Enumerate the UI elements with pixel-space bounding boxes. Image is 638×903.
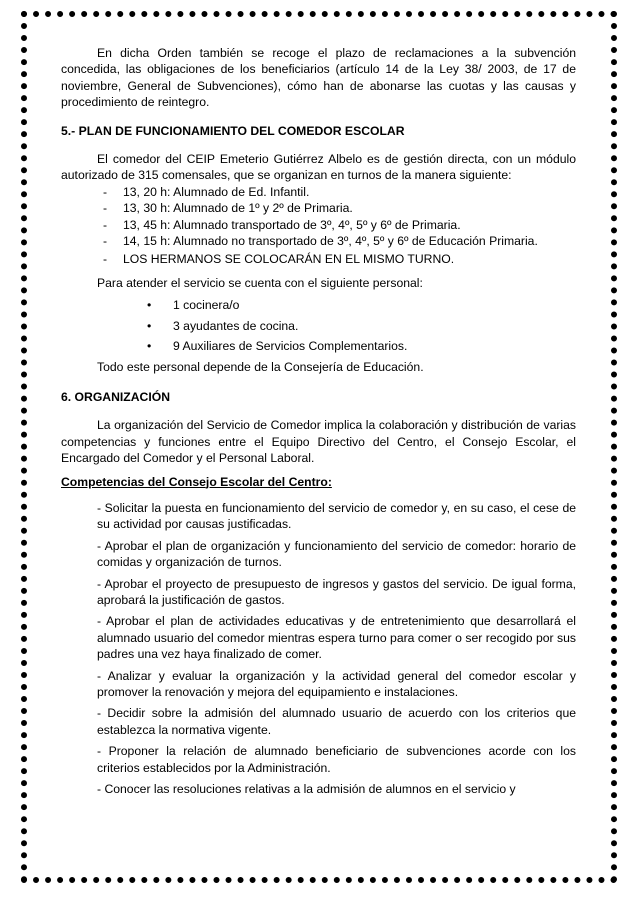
competencias-list (61, 500, 576, 798)
staff-note: Todo este personal depende de la Consejería de Educación. (97, 359, 424, 374)
competencias-heading: Competencias del Consejo Escolar del Centro: (61, 474, 332, 489)
turn-item: - 14, 15 h: Alumnado no transportado de 3º, 4º, 5º y 6º de Educación Primaria. (103, 233, 576, 249)
staff-list (61, 297, 576, 354)
competencia-item: - Conocer las resoluciones relativas a la admisión de alumnos en el servicio y (97, 782, 516, 797)
staff-item: • 3 ayudantes de cocina. (147, 318, 576, 334)
section-5-paragraph: El comedor del CEIP Emeterio Gutiérrez Albelo es de gestión directa, con un módulo autorizado de 315 comensales, que se organizan en turnos de la manera siguiente: (61, 152, 576, 183)
section-6-heading: 6. ORGANIZACIÓN (61, 389, 171, 404)
section-6-paragraph: La organización del Servicio de Comedor implica la colaboración y distribución de varias competencias y funciones entre el Equipo Directivo del Centro, el Consejo Escolar, el Encargado del Comedor y el Personal Laboral. (61, 418, 576, 466)
document-body (61, 45, 576, 802)
competencia-item: - Aprobar el plan de actividades educativas y de entretenimiento que desarrollará el alumnado usuario del comedor mientras espera turno para comer o ser recogido por sus padres una vez haya finalizado de comer. (97, 614, 576, 662)
competencia-item: - Solicitar la puesta en funcionamiento del servicio de comedor y, en su caso, el cese de su actividad por causas justificadas. (97, 500, 576, 532)
staff-item: • 1 cocinera/o (147, 297, 576, 313)
staff-intro: Para atender el servicio se cuenta con el siguiente personal: (97, 275, 423, 290)
section-5-heading: 5.- PLAN DE FUNCIONAMIENTO DEL COMEDOR ESCOLAR (61, 123, 405, 138)
competencia-item: - Aprobar el proyecto de presupuesto de ingresos y gastos del servicio. De igual forma, aprobará la justificación de gastos. (97, 576, 576, 607)
intro-paragraph: En dicha Orden también se recoge el plazo de reclamaciones a la subvención concedida, las obligaciones de los beneficiarios (artículo 14 de la Ley 38/ 2003, de 17 de noviembre, General de Subvenciones), cómo han de abonarse las cuotas y las causas y procedimiento de reintegro. (61, 46, 576, 110)
competencia-item: - Decidir sobre la admisión del alumnado usuario de acuerdo con los criterios que establezca la normativa vigente. (97, 706, 576, 737)
competencia-item: - Aprobar el plan de organización y funcionamiento del servicio de comedor: horario de comidas y organización de turnos. (97, 538, 576, 570)
turns-list (61, 184, 576, 268)
turn-item: - 13, 45 h: Alumnado transportado de 3º, 4º, 5º y 6º de Primaria. (103, 217, 576, 233)
competencia-item: - Proponer la relación de alumnado beneficiario de subvenciones acorde con los criterios establecidos por la Administración. (97, 744, 576, 775)
competencia-item: - Analizar y evaluar la organización y la actividad general del comedor escolar y promover la renovación y mejora del equipamiento e instalaciones. (97, 668, 576, 699)
turn-item: - 13, 30 h: Alumnado de 1º y 2º de Primaria. (103, 200, 576, 216)
staff-item: • 9 Auxiliares de Servicios Complementarios. (147, 338, 576, 354)
turn-item: - LOS HERMANOS SE COLOCARÁN EN EL MISMO TURNO. (103, 251, 576, 267)
turn-item: - 13, 20 h: Alumnado de Ed. Infantil. (103, 184, 576, 200)
